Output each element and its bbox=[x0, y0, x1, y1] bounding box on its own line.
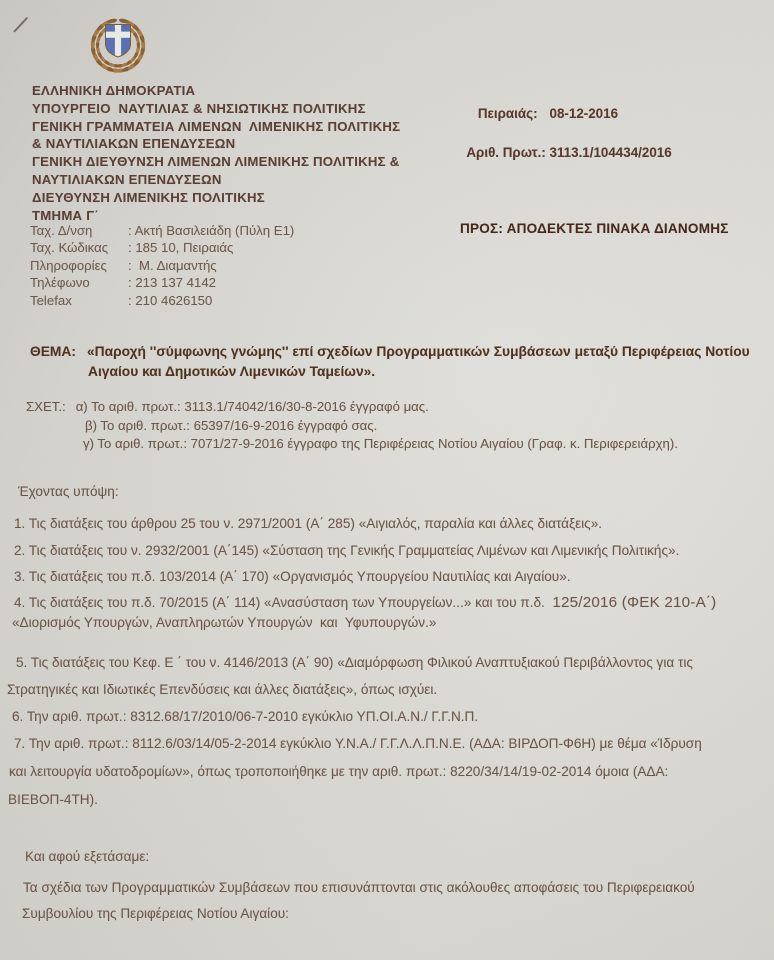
org-line: ΤΜΗΜΑ Γ΄ bbox=[32, 208, 100, 223]
consideration-item-1: 1. Τις διατάξεις του άρθρου 25 του ν. 2971/2001 (Α΄ 285) «Αιγιαλός, παραλία και άλλες διατάξεις». bbox=[14, 516, 603, 531]
org-line: ΝΑΥΤΙΛΙΑΚΩΝ ΕΠΕΝΔΥΣΕΩΝ bbox=[32, 172, 222, 187]
body-line bbox=[14, 594, 716, 611]
org-line: ΕΛΛΗΝΙΚΗ ΔΗΜΟΚΡΑΤΙΑ bbox=[32, 83, 196, 98]
references-label: ΣΧΕΤ.: bbox=[26, 399, 66, 414]
subject-text: «Παροχή ''σύμφωνης γνώμης'' επί σχεδίων Προγραμματικών Συμβάσεων μεταξύ Περιφέρειας Νοτίου bbox=[87, 344, 750, 359]
reference-text: α) Το αριθ. πρωτ.: 3113.1/74042/16/30-8-2016 έγγραφό μας. bbox=[75, 399, 429, 414]
contact-row bbox=[30, 293, 212, 308]
body-line: Τα σχέδια των Προγραμματικών Συμβάσεων που επισυνάπτονται στις ακόλουθες αποφάσεις του Περιφερειακού bbox=[23, 880, 695, 895]
org-line: ΓΕΝΙΚΗ ΔΙΕΥΘΥΝΣΗ ΛΙΜΕΝΩΝ ΛΙΜΕΝΙΚΗΣ ΠΟΛΙΤΙΚΗΣ & bbox=[32, 154, 400, 169]
contact-row bbox=[30, 240, 233, 255]
closing-intro: Και αφού εξετάσαμε: bbox=[25, 849, 150, 864]
date-value: 08-12-2016 bbox=[549, 106, 619, 122]
consideration-item-3: 3. Τις διατάξεις του π.δ. 103/2014 (Α΄ 170) «Οργανισμός Υπουργείου Ναυτιλίας και Αιγαίου». bbox=[14, 569, 571, 584]
body-line: Συμβουλίου της Περιφέρειας Νοτίου Αιγαίου: bbox=[22, 906, 289, 921]
contact-value: : 185 10, Πειραιάς bbox=[128, 240, 234, 255]
recipient-line: ΠΡΟΣ: ΑΠΟΔΕΚΤΕΣ ΠΙΝΑΚΑ ΔΙΑΝΟΜΗΣ bbox=[460, 221, 729, 236]
org-line: ΓΕΝΙΚΗ ΓΡΑΜΜΑΤΕΙΑ ΛΙΜΕΝΩΝ ΛΙΜΕΝΙΚΗΣ ΠΟΛΙΤΙΚΗΣ bbox=[32, 119, 401, 134]
body-line: Στρατηγικές και Ιδιωτικές Επενδύσεις και άλλες διατάξεις», όπως ισχύει. bbox=[7, 682, 438, 697]
contact-value: : 213 137 4142 bbox=[128, 275, 216, 290]
contact-value: : Ακτή Βασιλειάδη (Πύλη Ε1) bbox=[128, 223, 295, 238]
contact-label: Ταχ. Κώδικας bbox=[30, 240, 109, 255]
contact-row bbox=[30, 223, 294, 238]
reference-item bbox=[26, 399, 429, 414]
considering-intro: Έχοντας υπόψη: bbox=[18, 484, 119, 499]
org-line: & ΝΑΥΤΙΛΙΑΚΩΝ ΕΠΕΝΔΥΣΕΩΝ bbox=[32, 136, 236, 151]
body-line: 7. Την αριθ. πρωτ.: 8112.6/03/14/05-2-2014 εγκύκλιο Υ.Ν.Α./ Γ.Γ.Λ.Λ.Π.Ν.Ε. (ΑΔΑ: ΒΙΡΔΟΠ-Φ6Η) με θέμα «Ίδρυση bbox=[14, 736, 702, 751]
contact-row bbox=[30, 275, 216, 290]
inserted-reference-text: 125/2016 (ΦΕΚ 210-Α΄) bbox=[552, 594, 717, 611]
subject-line bbox=[30, 344, 750, 360]
consideration-item-6: 6. Την αριθ. πρωτ.: 8312.68/17/2010/06-7-2010 εγκύκλιο ΥΠ.ΟΙ.Α.Ν./ Γ.Γ.Ν.Π. bbox=[12, 709, 479, 724]
contact-label: Telefax bbox=[30, 293, 72, 308]
reference-item: γ) Το αριθ. πρωτ.: 7071/27-9-2016 έγγραφο της Περιφέρειας Νοτίου Αιγαίου (Γραφ. κ. Περιφερειάρχη). bbox=[83, 436, 678, 451]
protocol-label: Αριθ. Πρωτ.: bbox=[466, 145, 546, 161]
contact-label: Πληροφορίες bbox=[30, 258, 107, 273]
protocol-line bbox=[452, 130, 672, 176]
body-line: 5. Τις διατάξεις του Κεφ. Ε ΄ του ν. 4146/2013 (Α΄ 90) «Διαμόρφωση Φιλικού Αναπτυξιακού Περιβάλλοντος για τις bbox=[16, 655, 693, 670]
contact-value: : 210 4626150 bbox=[128, 293, 213, 308]
hellenic-republic-emblem-icon bbox=[88, 14, 148, 76]
body-line: και λειτουργία υδατοδρομίων», όπως τροποποιήθηκε με την αριθ. πρωτ.: 8220/34/14/19-02-2014 όμοια (ΑΔΑ: bbox=[9, 764, 669, 779]
contact-value: : Μ. Διαμαντής bbox=[128, 258, 217, 273]
subject-line: Αιγαίου και Δημοτικών Λιμενικών Ταμείων». bbox=[88, 364, 376, 379]
org-line: ΥΠΟΥΡΓΕΙΟ ΝΑΥΤΙΛΙΑΣ & ΝΗΣΙΩΤΙΚΗΣ ΠΟΛΙΤΙΚΗΣ bbox=[32, 101, 366, 116]
org-line: ΔΙΕΥΘΥΝΣΗ ΛΙΜΕΝΙΚΗΣ ΠΟΛΙΤΙΚΗΣ bbox=[32, 190, 265, 205]
place-label: Πειραιάς: bbox=[477, 106, 538, 122]
body-line: ΒΙΕΒΟΠ-4ΤΗ). bbox=[8, 792, 98, 807]
reference-item: β) Το αριθ. πρωτ.: 65397/16-9-2016 έγγραφό σας. bbox=[85, 418, 378, 433]
contact-label: Ταχ. Δ/νση bbox=[30, 223, 93, 238]
body-line: «Διορισμός Υπουργών, Αναπληρωτών Υπουργών και Υφυπουργών.» bbox=[12, 615, 437, 630]
contact-label: Τηλέφωνο bbox=[30, 275, 90, 290]
protocol-value: 3113.1/104434/2016 bbox=[549, 145, 672, 161]
contact-row bbox=[30, 258, 217, 273]
body-text: 4. Τις διατάξεις του π.δ. 70/2015 (Α΄ 114) «Ανασύσταση των Υπουργείων...» και του π.δ. bbox=[14, 595, 553, 610]
consideration-item-2: 2. Τις διατάξεις του ν. 2932/2001 (Α΄145) «Σύσταση της Γενικής Γραμματείας Λιμένων και Λιμενικής Πολιτικής». bbox=[14, 543, 680, 558]
pen-mark bbox=[13, 17, 28, 33]
subject-label: ΘΕΜΑ: bbox=[30, 344, 76, 359]
